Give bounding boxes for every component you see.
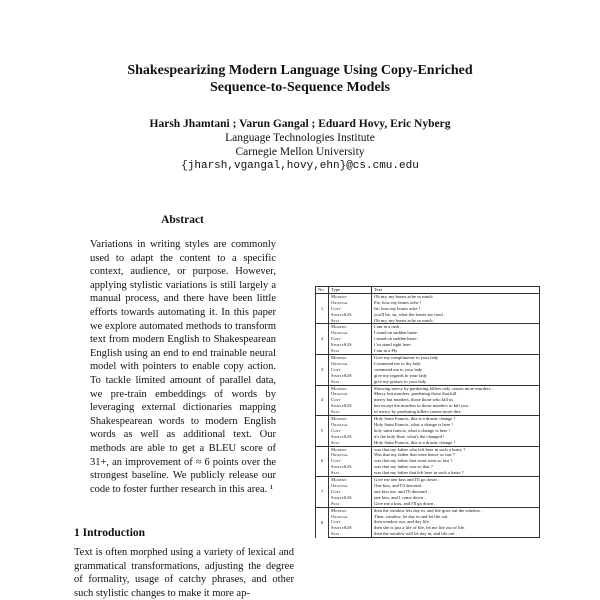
- row-type: Stat: [329, 379, 372, 385]
- row-type: Copy: [329, 489, 372, 495]
- row-text: then the window will let day in, and life out .: [372, 531, 540, 537]
- author-names: Harsh Jhamtani ; Varun Gangal ; Eduard Hovy, Eric Nyberg: [149, 118, 451, 130]
- row-text: was that my father who left here in such a hurry ?: [372, 446, 540, 452]
- row-text: I am in a rush .: [372, 324, 540, 330]
- affiliation: Language Technologies Institute: [225, 132, 375, 144]
- row-type: Stat: [329, 318, 372, 324]
- row-text: I am in a Fly: [372, 348, 540, 354]
- row-text: holy saint francis, what a change is here !: [372, 428, 540, 434]
- example-number: 6: [316, 446, 329, 477]
- row-text: Fie, how my bones ache !: [372, 300, 540, 306]
- row-type: Copy: [329, 519, 372, 525]
- row-type: Modern: [329, 477, 372, 483]
- row-text: Holy Saint Francis, what a change is here !: [372, 422, 540, 428]
- row-text: then window out, and day life .: [372, 519, 540, 525]
- row-type: Stat: [329, 501, 372, 507]
- row-type: SimpleS2S: [329, 373, 372, 379]
- row-type: Copy: [329, 428, 372, 434]
- abstract-text: Variations in writing styles are commonly used to adapt the content to a specific context, audience, or purpose. However, applying stylistic variations is still largely a manual process, and there have been little efforts towards automating it. In this paper we explore automated methods to transform text from modern English to Shakespearean English using an end to end trainable neural model with pointers to enable copy action. To tackle limited amount of parallel data, we pre-train embeddings of words by leveraging external dictionaries mapping Shakespearean words to modern English words as well as additional text. Our methods are able to get a BLEU score of 31+, an improvement of ≈ 6 points over the strongest baseline. We publicly release our code to foster further research in this area. ¹: [90, 239, 276, 495]
- row-type: Original: [329, 300, 372, 306]
- row-type: Modern: [329, 385, 372, 391]
- row-text: give my praises to your lady: [372, 379, 540, 385]
- row-text: was that my father was so that ?: [372, 464, 540, 470]
- row-text: was that my father that left here in such a haste ?: [372, 470, 540, 476]
- row-type: Stat: [329, 409, 372, 415]
- author-emails: {jharsh,vgangal,hovy,ehn}@cs.cmu.edu: [181, 160, 419, 172]
- row-type: Modern: [329, 416, 372, 422]
- row-text: Showing mercy by pardoning killers only causes more murders .: [372, 385, 540, 391]
- row-type: Original: [329, 330, 372, 336]
- row-text: of mercy by pardoning killers causes more dire.: [372, 409, 540, 415]
- row-type: Copy: [329, 397, 372, 403]
- row-text: Oh my, my bones ache so much: [372, 293, 540, 299]
- row-type: Original: [329, 483, 372, 489]
- header-no: No: [316, 287, 329, 294]
- row-text: you'll be, sir, what the bones are tired .: [372, 312, 540, 318]
- header-type: Type: [329, 287, 372, 294]
- row-type: SimpleS2S: [329, 403, 372, 409]
- row-text: Was that my father that went hence so fast ?: [372, 452, 540, 458]
- row-text: one kiss, and I come down .: [372, 495, 540, 501]
- example-number: 4: [316, 385, 329, 416]
- row-type: Original: [329, 514, 372, 520]
- row-type: Modern: [329, 354, 372, 360]
- row-type: SimpleS2S: [329, 312, 372, 318]
- row-text: it's the holy flute, what's the changed !: [372, 434, 540, 440]
- row-type: Original: [329, 452, 372, 458]
- row-text: give my regards to your lady: [372, 373, 540, 379]
- examples-table-body: [316, 293, 540, 537]
- row-type: SimpleS2S: [329, 464, 372, 470]
- row-type: SimpleS2S: [329, 434, 372, 440]
- example-number: 5: [316, 416, 329, 447]
- row-type: Stat: [329, 470, 372, 476]
- introduction-heading: 1 Introduction: [74, 527, 146, 539]
- row-type: Copy: [329, 367, 372, 373]
- example-number: 3: [316, 354, 329, 385]
- row-text: Give me a kiss, and I'll go down .: [372, 501, 540, 507]
- row-type: Modern: [329, 446, 372, 452]
- paper-title-line-1: Shakespearizing Modern Language Using Copy-Enriched: [127, 63, 473, 78]
- row-type: Original: [329, 422, 372, 428]
- row-text: then the window lets day in, and life goes out the window .: [372, 507, 540, 513]
- row-text: Oh my, my bones ache so much .: [372, 318, 540, 324]
- example-number: 2: [316, 324, 329, 355]
- row-type: Stat: [329, 531, 372, 537]
- row-text: Mercy but murders, pardoning those that kill .: [372, 391, 540, 397]
- row-type: Copy: [329, 458, 372, 464]
- paper-title-line-2: Sequence-to-Sequence Models: [209, 80, 391, 95]
- row-text: i stand on sudden haste .: [372, 336, 540, 342]
- row-text: One kiss, and I'll descend .: [372, 483, 540, 489]
- row-type: SimpleS2S: [329, 495, 372, 501]
- row-text: Then, window, let day in and let life out .: [372, 514, 540, 520]
- example-number: 7: [316, 477, 329, 508]
- example-number: 8: [316, 507, 329, 538]
- examples-table: [315, 286, 540, 538]
- row-text: i 'm stand right here .: [372, 342, 540, 348]
- row-text: mercy but murders, those those who kill us .: [372, 397, 540, 403]
- row-type: SimpleS2S: [329, 525, 372, 531]
- abstract-heading: Abstract: [161, 214, 204, 226]
- row-text: commend me to your lady: [372, 367, 540, 373]
- example-number: 1: [316, 293, 329, 324]
- row-text: Holy Saint Francis, this is a drastic change !: [372, 440, 540, 446]
- row-text: Give me one kiss and I'll go down .: [372, 477, 540, 483]
- row-type: Original: [329, 361, 372, 367]
- row-type: Stat: [329, 348, 372, 354]
- row-type: SimpleS2S: [329, 342, 372, 348]
- row-type: Original: [329, 391, 372, 397]
- row-type: Copy: [329, 306, 372, 312]
- row-text: one kiss me, and I'll descend .: [372, 489, 540, 495]
- row-text: fie, how my bones ache !: [372, 306, 540, 312]
- row-text: then she is just a life of life, let me life out of life .: [372, 525, 540, 531]
- row-text: Commend me to thy lady: [372, 361, 540, 367]
- author-list: [60, 117, 540, 131]
- row-type: Modern: [329, 324, 372, 330]
- row-text: Holy Saint Francis, this is a drastic change !: [372, 416, 540, 422]
- header-text: Text: [372, 287, 540, 294]
- row-text: Give my compliments to your lady: [372, 354, 540, 360]
- table-header-row: [316, 287, 540, 294]
- row-type: Stat: [329, 440, 372, 446]
- row-type: Copy: [329, 336, 372, 342]
- row-type: Modern: [329, 293, 372, 299]
- row-text: but except the murders to those murders to kill you .: [372, 403, 540, 409]
- university: Carnegie Mellon University: [235, 146, 365, 158]
- introduction-text: Text is often morphed using a variety of lexical and grammatical transformations, adjusting the degree of formality, usage of catchy phrases, and other such stylistic changes to make it more ap-: [74, 547, 294, 599]
- row-type: Modern: [329, 507, 372, 513]
- table-row: [316, 531, 540, 537]
- row-text: I stand on sudden haste .: [372, 330, 540, 336]
- row-text: was that my father that went went so fast ?: [372, 458, 540, 464]
